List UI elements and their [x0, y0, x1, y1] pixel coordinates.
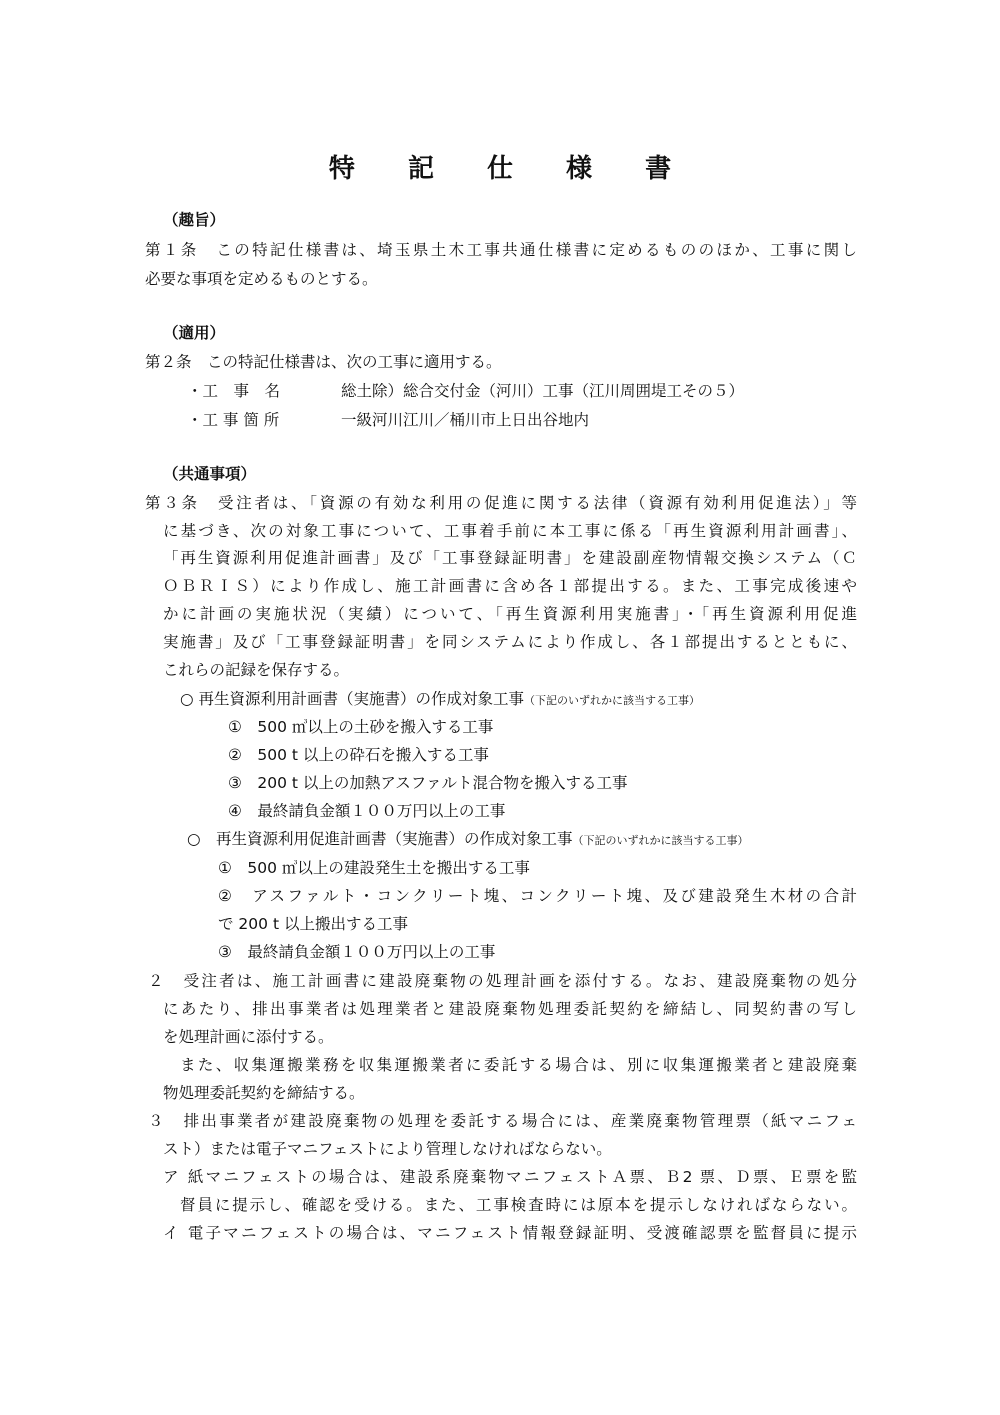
paragraph-line: ２ 受注者は、施工計画書に建設廃棄物の処理計画を添付する。なお、建設廃棄物の処分: [148, 972, 857, 990]
list-item: ③ 最終請負金額１００万円以上の工事: [218, 943, 496, 961]
section-heading-application: （適用）: [163, 324, 226, 342]
paragraph-line: 物処理委託契約を締結する。: [163, 1084, 365, 1102]
list-item: ④ 最終請負金額１００万円以上の工事: [228, 802, 506, 820]
list-a-title-text: ○ 再生資源利用計画書（実施書）の作成対象工事: [180, 690, 524, 708]
list-item: ② 500 t 以上の砕石を搬入する工事: [228, 746, 489, 764]
paragraph-line: また、収集運搬業務を収集運搬業者に委託する場合は、別に収集運搬業者と建設廃棄: [180, 1056, 857, 1074]
project-location-label: ・工 事 箇 所: [187, 411, 280, 429]
article-3-line: 「再生資源利用促進計画書」及び「工事登録証明書」を建設副産物情報交換システム（Ｃ: [163, 549, 857, 567]
list-item: で 200 t 以上搬出する工事: [218, 915, 408, 933]
paragraph-line: スト）または電子マニフェストにより管理しなければならない。: [163, 1140, 612, 1158]
project-name-label: ・工 事 名: [187, 382, 281, 400]
project-name-value: 総土除）総合交付金（河川）工事（江川周囲堤工その５）: [341, 382, 745, 400]
list-a-note: （下記のいずれかに該当する工事）: [523, 694, 700, 707]
article-3-line: ＯＢＲＩＳ）により作成し、施工計画書に含め各１部提出する。また、工事完成後速や: [163, 577, 857, 595]
list-b-note: （下記のいずれかに該当する工事）: [572, 834, 749, 847]
paragraph-line: ３ 排出事業者が建設廃棄物の処理を委託する場合には、産業廃棄物管理票（紙マニフェ: [148, 1112, 857, 1130]
document-title: 特 記 仕 様 書: [328, 154, 694, 184]
list-a-title: [180, 692, 700, 708]
section-heading-purpose: （趣旨）: [163, 211, 226, 229]
article-3-line: これらの記録を保存する。: [163, 661, 350, 679]
project-location-value: 一級河川江川／桶川市上日出谷地内: [341, 411, 590, 429]
paragraph-line: にあたり、排出事業者は処理業者と建設廃棄物処理委託契約を締結し、同契約書の写し: [163, 1000, 857, 1018]
article-3-line: 実施書」及び「工事登録証明書」を同システムにより作成し、各１部提出するとともに、: [163, 633, 857, 651]
list-item: ① 500 ㎥以上の建設発生土を搬出する工事: [218, 859, 530, 877]
paragraph-line: ア 紙マニフェストの場合は、建設系廃棄物マニフェストＡ票、Ｂ2 票、Ｄ票、Ｅ票を監: [163, 1168, 857, 1186]
list-b-title-text: ○ 再生資源利用促進計画書（実施書）の作成対象工事: [187, 830, 573, 848]
section-heading-common: （共通事項）: [163, 465, 257, 483]
article-3-line: に基づき、次の対象工事について、工事着手前に本工事に係る「再生資源利用計画書」、: [163, 522, 857, 540]
list-item: ② アスファルト・コンクリート塊、コンクリート塊、及び建設発生木材の合計: [218, 887, 857, 905]
article-3-line: 第３条 受注者は、「資源の有効な利用の促進に関する法律（資源有効利用促進法）」等: [145, 494, 857, 512]
article-2-line: 第２条 この特記仕様書は、次の工事に適用する。: [145, 353, 502, 371]
article-3-line: かに計画の実施状況（実績）について、「再生資源利用実施書」・「再生資源利用促進: [163, 605, 857, 623]
article-1-line: 第１条 この特記仕様書は、埼玉県土木工事共通仕様書に定めるもののほか、工事に関し: [145, 241, 857, 259]
list-b-title: [187, 832, 749, 848]
paragraph-line: イ 電子マニフェストの場合は、マニフェスト情報登録証明、受渡確認票を監督員に提示: [163, 1224, 857, 1242]
list-item: ① 500 ㎥以上の土砂を搬入する工事: [228, 718, 494, 736]
list-item: ③ 200 t 以上の加熱アスファルト混合物を搬入する工事: [228, 774, 628, 792]
article-1-line: 必要な事項を定めるものとする。: [145, 270, 378, 288]
paragraph-line: 督員に提示し、確認を受ける。また、工事検査時には原本を提示しなければならない。: [180, 1196, 857, 1214]
paragraph-line: を処理計画に添付する。: [163, 1028, 334, 1046]
